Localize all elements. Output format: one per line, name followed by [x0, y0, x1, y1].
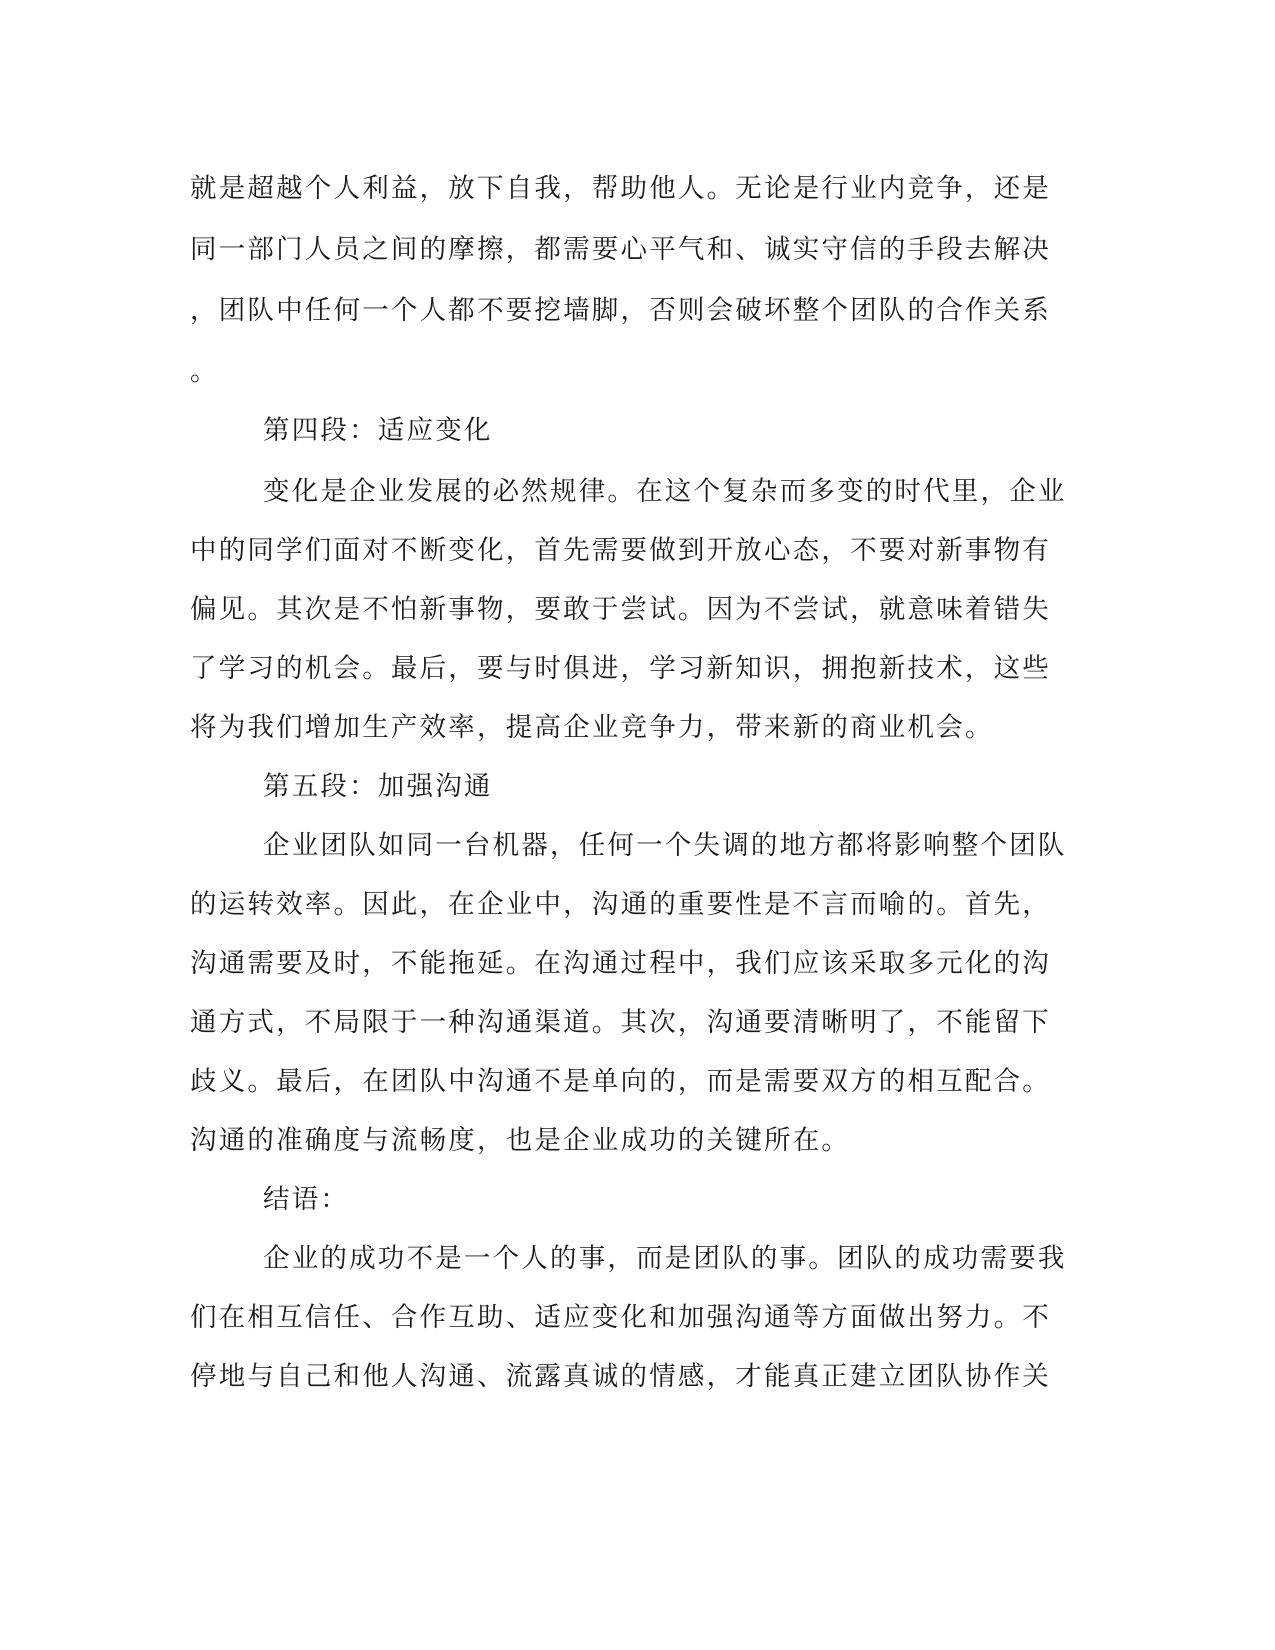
paragraph-line: 歧义。最后，在团队中沟通不是单向的，而是需要双方的相互配合。 — [190, 1066, 1051, 1097]
paragraph-line: 通方式，不局限于一种沟通渠道。其次，沟通要清晰明了，不能留下 — [190, 1007, 1051, 1038]
paragraph-line: 就是超越个人利益，放下自我，帮助他人。无论是行业内竞争，还是 — [190, 173, 1051, 204]
paragraph-line: 沟通需要及时，不能拖延。在沟通过程中，我们应该采取多元化的沟 — [190, 948, 1051, 979]
section-heading: 第五段：加强沟通 — [263, 771, 493, 802]
paragraph-line: 。 — [190, 356, 219, 387]
paragraph-line: 停地与自己和他人沟通、流露真诚的情感，才能真正建立团队协作关 — [190, 1361, 1051, 1392]
paragraph-line: 偏见。其次是不怕新事物，要敢于尝试。因为不尝试，就意味着错失 — [190, 594, 1051, 625]
paragraph-line: 了学习的机会。最后，要与时俱进，学习新知识，拥抱新技术，这些 — [190, 653, 1051, 684]
paragraph-line: 同一部门人员之间的摩擦，都需要心平气和、诚实守信的手段去解决 — [190, 234, 1051, 265]
section-heading: 第四段：适应变化 — [263, 415, 493, 446]
paragraph-line: ，团队中任何一个人都不要挖墙脚，否则会破坏整个团队的合作关系 — [190, 295, 1051, 326]
paragraph-line: 变化是企业发展的必然规律。在这个复杂而多变的时代里，企业 — [263, 476, 1067, 507]
paragraph-line: 企业团队如同一台机器，任何一个失调的地方都将影响整个团队 — [263, 830, 1067, 861]
paragraph-line: 们在相互信任、合作互助、适应变化和加强沟通等方面做出努力。不 — [190, 1302, 1051, 1333]
section-heading: 结语： — [263, 1184, 350, 1215]
paragraph-line: 中的同学们面对不断变化，首先需要做到开放心态，不要对新事物有 — [190, 535, 1051, 566]
paragraph-line: 将为我们增加生产效率，提高企业竞争力，带来新的商业机会。 — [190, 712, 994, 743]
paragraph-line: 沟通的准确度与流畅度，也是企业成功的关键所在。 — [190, 1125, 851, 1156]
paragraph-line: 的运转效率。因此，在企业中，沟通的重要性是不言而喻的。首先， — [190, 889, 1051, 920]
paragraph-line: 企业的成功不是一个人的事，而是团队的事。团队的成功需要我 — [263, 1243, 1067, 1274]
